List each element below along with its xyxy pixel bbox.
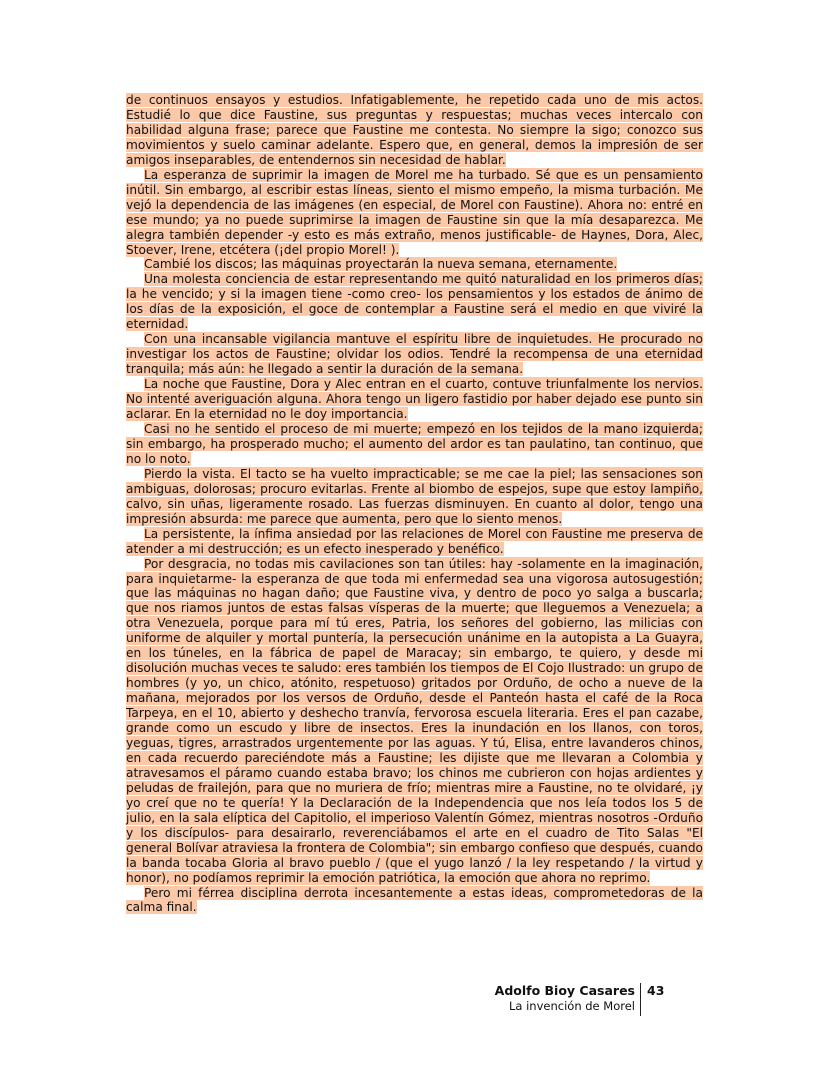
paragraph-8	[126, 467, 703, 527]
paragraph-3	[126, 257, 703, 272]
footer-meta	[495, 983, 640, 1014]
highlighted-text: Pierdo la vista. El tacto se ha vuelto impracticable; se me cae la piel; las sensaciones son ambiguas, dolorosas; procuro evitarlas. Frente al biombo de espejos, supe que estoy lampiño, calvo, sin uñas, ligeramente rosado. Las fuerzas disminuyen. En cuanto al dolor, tengo una impresión absurda: me parece que aumenta, pero que lo siento menos.	[126, 466, 703, 526]
page-body	[126, 93, 703, 915]
paragraph-9	[126, 527, 703, 557]
highlighted-text: La noche que Faustine, Dora y Alec entran en el cuarto, contuve triunfalmente los nervios. No intenté averiguación alguna. Ahora tengo un ligero fastidio por haber dejado ese punto sin aclarar. En la eternidad no le doy importancia.	[126, 377, 703, 422]
highlighted-text: La persistente, la ínfima ansiedad por las relaciones de Morel con Faustine me preserva de atender a mi destrucción; es un efecto inesperado y benéfico.	[126, 526, 703, 556]
paragraph-5	[126, 332, 703, 377]
paragraph-2	[126, 168, 703, 258]
paragraph-6	[126, 377, 703, 422]
highlighted-text: La esperanza de suprimir la imagen de Morel me ha turbado. Sé que es un pensamiento inútil. Sin embargo, al escribir estas líneas, siento el mismo empeño, la misma turbación. Me vejó la dependencia de las imágenes (en especial, de Morel con Faustine). Ahora no: entré en ese mundo; ya no puede suprimirse la imagen de Faustine sin que la mía desaparezca. Me alegra también depender -y esto es más extraño, menos justificable- de Haynes, Dora, Alec, Stoever, Irene, etcétera (¡del propio Morel! ).	[126, 167, 703, 257]
footer-book-title: La invención de Morel	[509, 999, 635, 1013]
highlighted-text: Con una incansable vigilancia mantuve el espíritu libre de inquietudes. He procurado no investigar los actos de Faustine; olvidar los odios. Tendré la recompensa de una eternidad tranquila; más aún: he llegado a sentir la duración de la semana.	[126, 332, 703, 377]
highlighted-text: Por desgracia, no todas mis cavilaciones son tan útiles: hay -solamente en la imaginación, para inquietarme- la esperanza de que toda mi enfermedad sea una vigorosa autosugestión; que las máquinas no hagan daño; que Faustine viva, y dentro de poco yo salga a buscarla; que nos riamos juntos de estas falsas vísperas de la muerte; que lleguemos a Venezuela; a otra Venezuela, porque para mí tú eres, Patria, los señores del gobierno, las milicias con uniforme de alquiler y mortal puntería, la persecución unánime en la autopista a La Guayra, en los túneles, en la fábrica de papel de Maracay; sin embargo, te quiero, y desde mi disolución muchas veces te saludo: eres también los tiempos de El Cojo Ilustrado: un grupo de hombres (y yo, un chico, atónito, respetuoso) gritados por Orduño, de ocho a nueve de la mañana, mejorados por los versos de Orduño, desde el Panteón hasta el café de la Roca Tarpeya, en el 10, abierto y deshecho tranvía, fervorosa escuela literaria. Eres el pan cazabe, grande como un escudo y libre de insectos. Eres la inundación en los llanos, con toros, yeguas, tigres, arrastrados urgentemente por las aguas. Y tú, Elisa, entre lavanderos chinos, en cada recuerdo pareciéndote más a Faustine; les dijiste que me llevaran a Colombia y atravesamos el páramo cuando estaba bravo; los chinos me cubrieron con hojas ardientes y peludas de frailejón, para que no muriera de frío; mientras mire a Faustine, no te olvidaré, ¡y yo creí que no te quería! Y la Declaración de la Independencia que nos leía todos los 5 de julio, en la sala elíptica del Capitolio, el imperioso Valentín Gómez, mientras nosotros -Orduño y los discípulos- para desairarlo, reverenciábamos el arte en el cuadro de Tito Salas "El general Bolívar atraviesa la frontera de Colombia"; sin embargo confieso que después, cuando la banda tocaba Gloria al bravo pueblo / (que el yugo lanzó / la ley respetando / la virtud y honor), no podíamos reprimir la emoción patriótica, la emoción que ahora no reprimo.	[126, 556, 703, 885]
paragraph-10	[126, 557, 703, 886]
highlighted-text: Casi no he sentido el proceso de mi muerte; empezó en los tejidos de la mano izquierda; sin embargo, ha prosperado mucho; el aumento del ardor es tan paulatino, tan continuo, que no lo noto.	[126, 421, 703, 466]
page-number: 43	[647, 983, 665, 998]
highlighted-text: Pero mi férrea disciplina derrota incesantemente a estas ideas, comprometedoras de la calma final.	[126, 885, 703, 915]
paragraph-11	[126, 886, 703, 916]
highlighted-text: de continuos ensayos y estudios. Infatigablemente, he repetido cada uno de mis actos. Estudié lo que dice Faustine, sus preguntas y respuestas; muchas veces intercalo con habilidad alguna frase; parece que Faustine me contesta. No siempre la sigo; conozco sus movimientos y suelo caminar adelante. Espero que, en general, demos la impresión de ser amigos inseparables, de entendernos sin necesidad de hablar.	[126, 93, 703, 167]
paragraph-1	[126, 93, 703, 168]
page-footer	[495, 983, 667, 1016]
highlighted-text: Una molesta conciencia de estar representando me quitó naturalidad en los primeros días; la he vencido; y si la imagen tiene -como creo- los pensamientos y los estados de ánimo de los días de la exposición, el goce de contemplar a Faustine será el medio en que viviré la eternidad.	[126, 272, 703, 332]
highlighted-text: Cambié los discos; las máquinas proyectarán la nueva semana, eternamente.	[144, 257, 618, 272]
footer-author: Adolfo Bioy Casares	[494, 983, 635, 998]
paragraph-4	[126, 272, 703, 332]
paragraph-7	[126, 422, 703, 467]
